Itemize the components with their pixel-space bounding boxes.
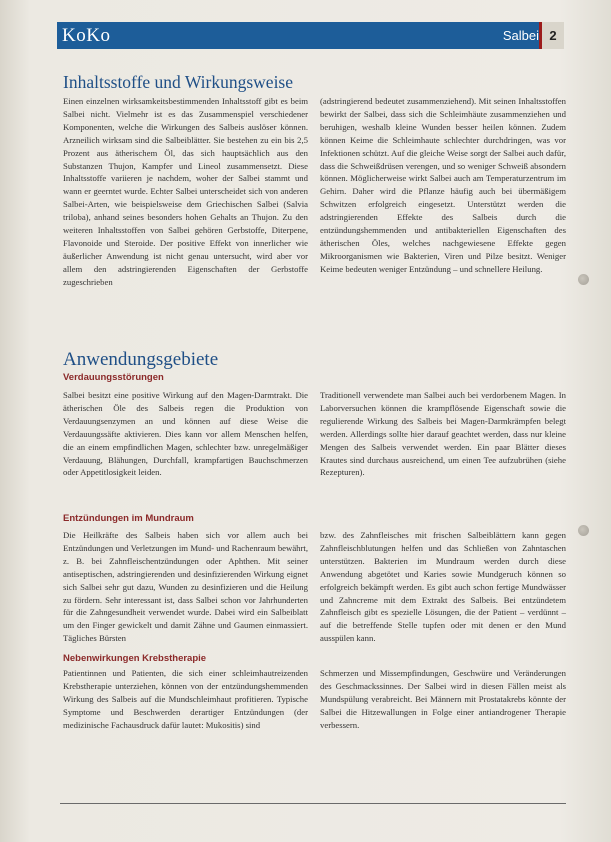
punch-hole-lower	[578, 525, 589, 536]
digestion-text-right: Traditionell verwendete man Salbei auch bei verdorbenem Magen. In Laborversuchen können die krampflösende Eigenschaft sowie die regulierende Wirkung des Salbeis bei Magen-Darmkrämpfen belegt werden. Allerdings sollte hier darauf geachtet werden, dass nur kleine Mengen des Salbeis verwendet werden. Ein paar Blätter dieses Krautes sind durchaus ausreichend, um einen Tee aufzubrühen (siehe Rezepturen).	[320, 390, 566, 478]
chapter-label: Salbei	[502, 28, 539, 43]
footer-rule	[60, 803, 566, 804]
page-number: 2	[542, 22, 564, 49]
cancer-text-left: Patientinnen und Patienten, die sich einer schleimhautreizenden Krebstherapie unterziehen, können von der entzündungshemmenden Wirkung des Salbeis auf die Mundschleimhaut profitieren. Typische Symptome und Beschwerden derartiger Entzündungen (der medizinische Fachausdruck dafür lautet: Mukositis) sind	[63, 668, 308, 730]
ingredients-text-left: Einen einzelnen wirksamkeitsbestimmenden Inhaltsstoff gibt es beim Salbei nicht. Vielmehr ist es das Zusammenspiel verschiedener Komponenten, welche die Wirkungen des Salbeis auslöser können. Arzneilich wirksam sind die Salbeiblätter. Sie bestehen zu ein bis 2,5 Prozent aus ätherischem Öl, das sich hauptsächlich aus den Substanzen Thujon, Kampfer und Lineol zusammensetzt. Diese Inhaltsstoffe variieren je nachdem, woher der Salbei stammt und wann er geerntet wurde. Echter Salbei unterscheidet sich von anderen Salbei-Arten, wie beispielsweise dem Griechischen Salbei (Salvia triloba), anhand seines besonders hohen Gehalts an Thujon. Zu den weiteren Inhaltsstoffen von Salbei gehören Gerbstoffe, Diterpene, Flavonoide und Steroide. Der positive Effekt von innerlicher wie äußerlicher Anwendung ist nicht genau untersucht, wird aber vor allem den adstringierenden Eigenschaften der Gerbstoffe zugeschrieben	[63, 96, 308, 287]
mouth-text-left: Die Heilkräfte des Salbeis haben sich vor allem auch bei Entzündungen und Verletzungen im Mund- und Rachenraum bewährt, z. B. bei Zahnfleischentzündungen oder Aphthen. Mit seiner antiseptischen, adstringierenden und desinfizierenden Wirkung eignet sich Salbei sehr gut dazu, Wunden zu desinfizieren und die Heilung zu fördern. Sehr interessant ist, dass Salbei schon vor Jahrhunderten für die Zahngesundheit verwendet wurde. Dabei wird ein Salbeiblatt um den Finger gewickelt und damit Zähne und Gaumen einmassiert. Tägliches Bürsten	[63, 530, 308, 644]
ingredients-text-right: (adstringierend bedeutet zusammenziehend). Mit seinen Inhaltsstoffen bewirkt der Salbei, dass sich die Schleimhäute zusammenziehen und beruhigen, weshalb kleine Wunden besser heilen können. Zudem können Keime die Schleimhaute schlechter durchdringen, was vor Infektionen schützt. Auf die gleiche Weise sorgt der Salbei auch dafür, dass die Schweißdrüsen verengen, und so weniger Schweiß absondern können. Möglicherweise wirkt Salbei auch am Temperaturzentrum im Gehirn. Daher wird die Pflanze häufig auch bei übermäßigem Schwitzen erfolgreich eingesetzt. Unterstützt werden die adstringierenden Effekte des Salbeis durch die entzündungshemmenden und antibakteriellen Eigenschaften des ätherischen Öles, welches nachgewiesene Effekte gegen Mikroorganismen wie Bakterien, Viren und Pilze besitzt. Weniger Keime bedeuten weniger Entzündung – und schnellere Heilung.	[320, 96, 566, 274]
digestion-text-left: Salbei besitzt eine positive Wirkung auf den Magen-Darmtrakt. Die ätherischen Öle des Salbeis regen die Produktion von Verdauungsenzymen an und können auf diese Weise die Verdauungssäfte aktivieren. Dies kann vor allem Menschen helfen, die an einem empfindlichen Magen, schlechter bzw. unregelmäßiger Verdauung, Blähungen, Durchfall, krampfartigen Bauchschmerzen oder Appetitlosigkeit leiden.	[63, 390, 308, 478]
section-title-ingredients: Inhaltsstoffe und Wirkungsweise	[63, 72, 294, 92]
mouth-text-right: bzw. des Zahnfleisches mit frischen Salbeiblättern kann gegen Zahnfleischblutungen helfen und das Schließen von Zahntaschen unterstützen. Bakterien im Mundraum werden durch diese Anwendung abgetötet und Karies sowie Mundgeruch können so erfolgreich bekämpft werden. Es gibt auch schon fertige Mundwässer und Zahncreme mit dem Extrakt des Salbeis. Bei entzündetem Zahnfleisch gibt es spezielle Lösungen, die der Patient – verdünnt – auf die betreffende Stelle tupfen oder mit denen er den Mund ausspülen kann.	[320, 530, 566, 644]
section-title-applications: Anwendungsgebiete	[63, 349, 219, 370]
subheading-cancer-therapy: Nebenwirkungen Krebstherapie	[63, 653, 207, 664]
header-bar	[57, 22, 561, 49]
subheading-mouth-inflammation: Entzündungen im Mundraum	[63, 513, 194, 524]
punch-hole-upper	[578, 274, 589, 285]
cancer-text-right: Schmerzen und Missempfindungen, Geschwüre und Veränderungen des Geschmackssinnes. Der Salbei wird in diesen Fällen meist als Mundspülung verabreicht. Bei Männern mit Prostatakrebs könnte der Salbei die Hitzewallungen in Folge einer antiandrogener Therapie verbessern.	[320, 668, 566, 730]
brand-logo: KoKo	[62, 25, 111, 46]
subheading-digestion: Verdauungsstörungen	[63, 372, 164, 383]
